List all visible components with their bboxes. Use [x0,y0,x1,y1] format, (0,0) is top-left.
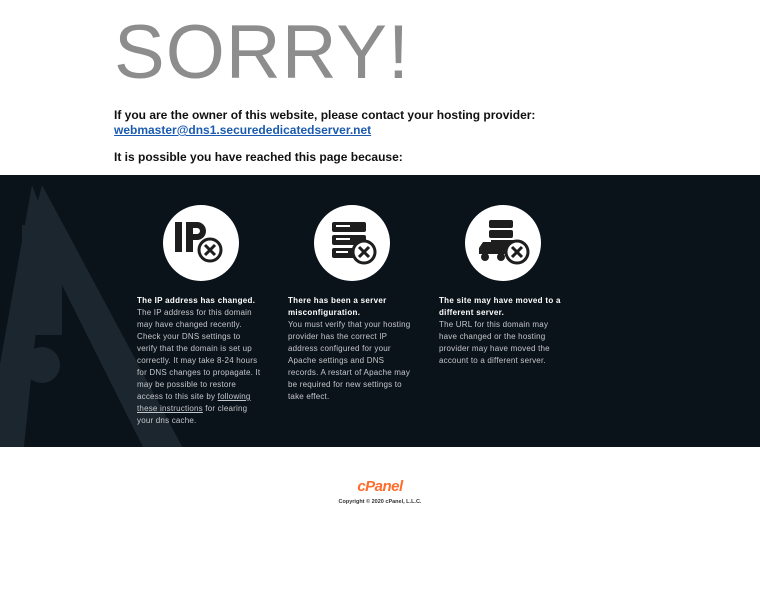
owner-contact-text: If you are the owner of this website, please contact your hosting provider: [114,108,536,122]
cpanel-logo: cPanel [357,478,403,495]
reasons-section [0,175,760,447]
footer [0,478,760,505]
page-title: SORRY! [114,10,411,95]
reason-body: You must verify that your hosting provider has the correct IP address configured for your Apache settings and DNS records. A restart of Apache may be required for new settings to take effect. [288,320,411,401]
reason-title: The site may have moved to a different server. [439,296,561,317]
reason-intro-text: It is possible you have reached this page because: [114,150,403,164]
reason-moved-server [439,205,565,367]
copyright-text: Copyright © 2020 cPanel, L.L.C. [338,499,422,505]
webmaster-email-link[interactable]: webmaster@dns1.securededicatedserver.net [114,123,372,137]
reason-server-misconfiguration [288,205,414,403]
server-misconfiguration-icon [314,205,390,281]
reason-title: There has been a server misconfiguration. [288,296,387,317]
moved-server-icon [465,205,541,281]
ip-address-icon [163,205,239,281]
reason-title: The IP address has changed. [137,296,256,305]
reason-ip-changed [137,205,263,427]
instructions-link[interactable]: following these instructions [137,392,251,413]
reason-body: The IP address for this domain may have changed recently. Check your DNS settings to verify that the domain is set up correctly. It may take 8-24 hours for DNS changes to propagate. It may be possible to restore access to this site by following these instructions for clearing your dns cache. [137,308,261,425]
reason-body: The URL for this domain may have changed or the hosting provider may have moved the account to a different server. [439,320,550,365]
